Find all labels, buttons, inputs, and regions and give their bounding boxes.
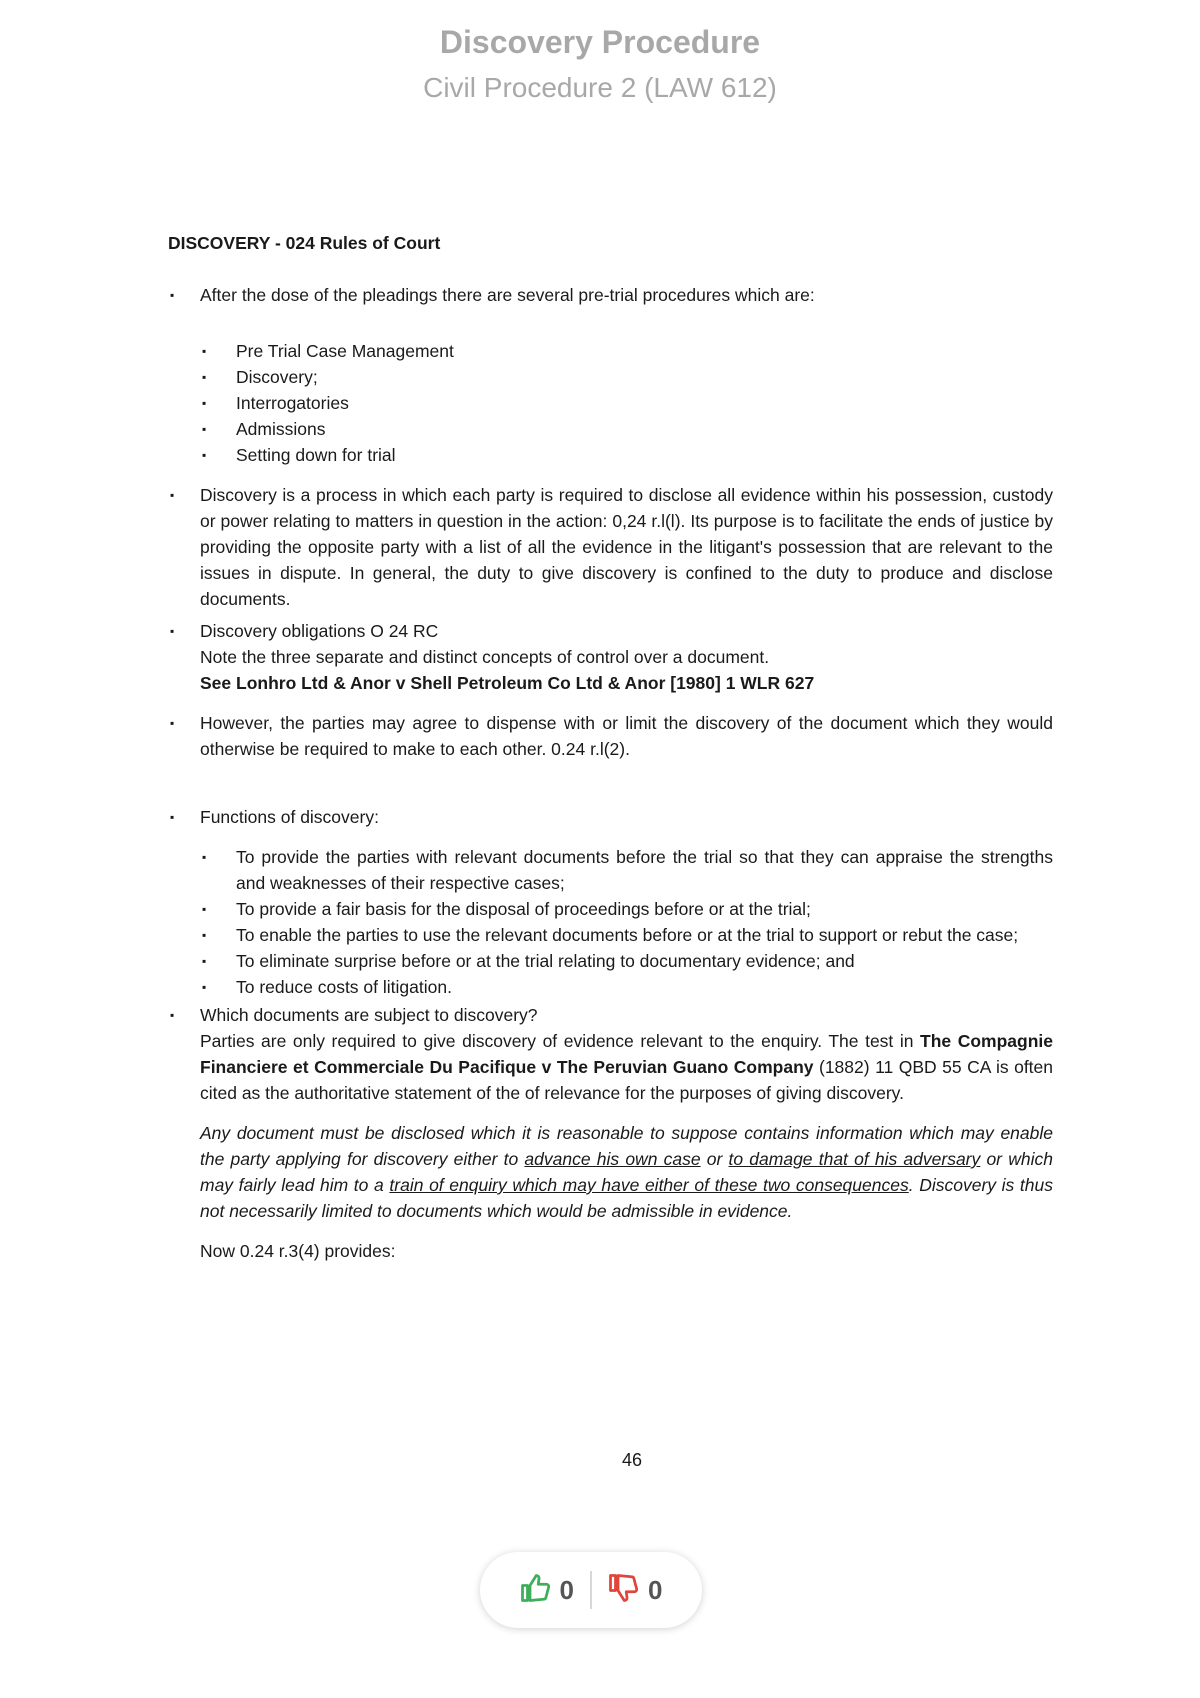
obligations-note: Note the three separate and distinct concepts of control over a document. <box>200 647 770 667</box>
document-page <box>168 230 1053 1264</box>
procedures-list <box>200 338 1053 468</box>
downvote-button[interactable] <box>592 1573 678 1608</box>
list-item: ▪ Admissions <box>200 416 1053 442</box>
thumbs-up-icon <box>520 1573 550 1608</box>
quote-text: Any document must be disclosed which it is reasonable to suppose contains information which may enable the party applying for discovery either to <box>200 1123 1053 1169</box>
list-item: ▪ Interrogatories <box>200 390 1053 416</box>
case-citation: See Lonhro Ltd & Anor v Shell Petroleum Co Ltd & Anor [1980] 1 WLR 627 <box>200 673 815 693</box>
document-subtitle: Civil Procedure 2 (LAW 612) <box>423 72 777 103</box>
functions-bullet: ▪ Functions of discovery: <box>168 804 1053 830</box>
quote-underlined: advance his own case <box>524 1149 701 1169</box>
obligations-line: ▪ Discovery obligations O 24 RC <box>200 621 439 641</box>
list-item: ▪ Setting down for trial <box>200 442 1053 468</box>
which-docs-text: (1882) 11 QBD 55 CA is often cited as the authoritative statement of the of relevance for the purposes of giving discovery. <box>200 1057 1054 1103</box>
functions-list <box>200 844 1053 1000</box>
definition-bullet: ▪ Discovery is a process in which each party is required to disclose all evidence within his possession, custody or power relating to matters in question in the action: 0,24 r.l(l). Its purpose is to facilitate the ends of justice by providing the opposite party with a list of all the evidence in the litigant's possession that are relevant to the issues in dispute. In general, the duty to give discovery is confined to the duty to produce and disclose documents. <box>168 482 1053 612</box>
vote-bar <box>480 1552 702 1628</box>
upvote-button[interactable] <box>504 1573 590 1608</box>
list-item: ▪ To eliminate surprise before or at the trial relating to documentary evidence; and <box>200 948 1053 974</box>
document-title: Discovery Procedure <box>439 24 761 60</box>
list-item: ▪ To reduce costs of litigation. <box>200 974 1053 1000</box>
obligations-bullet <box>168 618 1053 696</box>
upvote-count: 0 <box>559 1574 574 1605</box>
which-docs-bullet: ▪ Which documents are subject to discovery? <box>168 1002 1053 1028</box>
section-heading: DISCOVERY - 024 Rules of Court <box>168 233 441 253</box>
list-item: ▪ To provide a fair basis for the disposal of proceedings before or at the trial; <box>200 896 1053 922</box>
relevance-quote <box>168 1120 1053 1224</box>
downvote-count: 0 <box>648 1574 663 1605</box>
list-item: ▪ Pre Trial Case Management <box>200 338 1053 364</box>
list-item: ▪ To enable the parties to use the relevant documents before or at the trial to support or rebut the case; <box>200 922 1053 948</box>
list-item: ▪ To provide the parties with relevant documents before the trial so that they can appraise the strengths and weaknesses of their respective cases; <box>200 844 1053 896</box>
which-docs-paragraph <box>168 1028 1053 1106</box>
quote-text: or which may fairly lead him to a <box>200 1149 1053 1195</box>
quote-underlined: to damage that of his adversary <box>728 1149 981 1169</box>
quote-text: or <box>706 1149 723 1169</box>
quote-underlined: train of enquiry which may have either of these two consequences <box>389 1175 909 1195</box>
page-number: 46 <box>621 1450 643 1470</box>
list-item: ▪ Discovery; <box>200 364 1053 390</box>
intro-bullet: ▪ After the dose of the pleadings there are several pre-trial procedures which are: <box>168 282 1053 308</box>
case-citation: The Compagnie Financiere et Commerciale Du Pacifique v The Peruvian Guano Company <box>200 1031 1053 1077</box>
quote-text: . Discovery is thus not necessarily limited to documents which would be admissible in evidence. <box>200 1175 1054 1221</box>
thumbs-down-icon <box>608 1573 638 1608</box>
provision-intro: Now 0.24 r.3(4) provides: <box>200 1241 396 1261</box>
dispense-bullet: ▪ However, the parties may agree to dispense with or limit the discovery of the document which they would otherwise be required to make to each other. 0.24 r.l(2). <box>168 710 1053 762</box>
which-docs-text: Parties are only required to give discovery of evidence relevant to the enquiry. The test in <box>200 1031 914 1051</box>
